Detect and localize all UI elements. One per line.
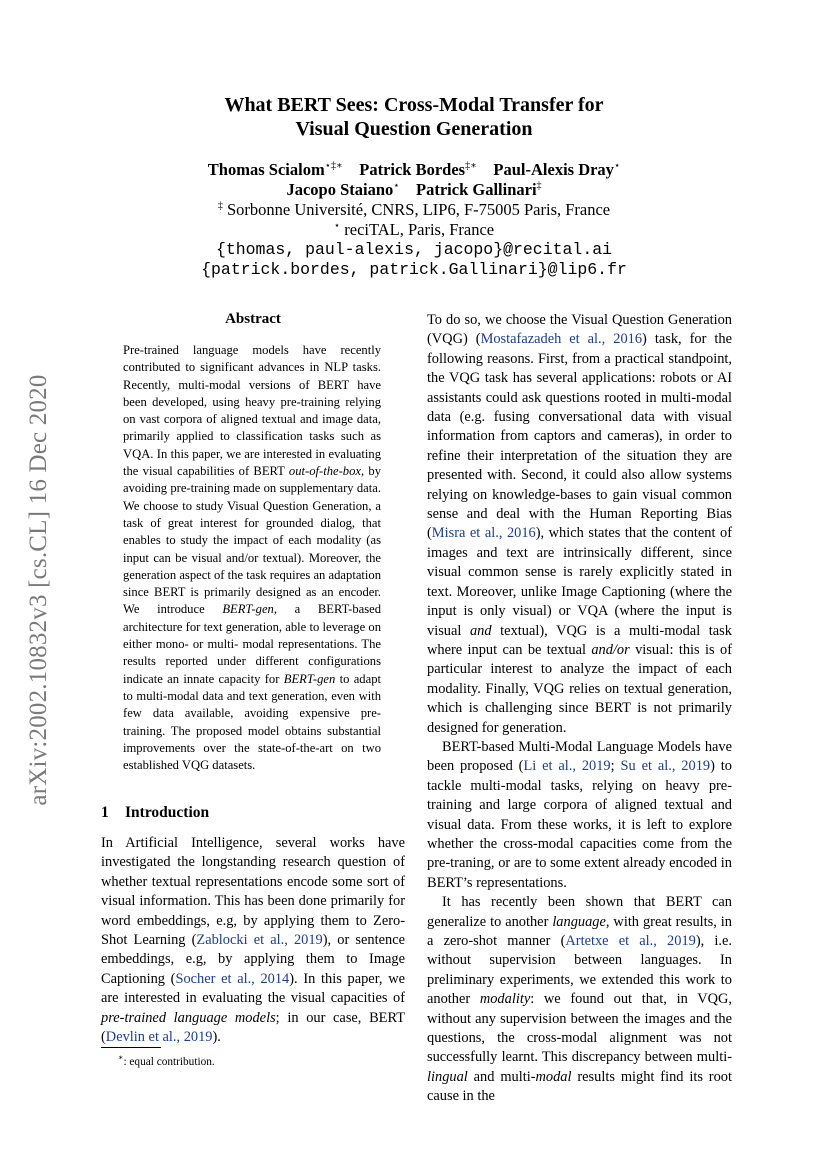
author-name: Thomas Scialom xyxy=(207,160,325,179)
citation-link[interactable]: Mostafazadeh et al., 2016 xyxy=(480,331,643,348)
citation-link[interactable]: Zablocki et al., 2019 xyxy=(196,932,323,949)
paragraph: It has recently been shown that BERT can generalize to another language, with great results, in a zero-shot manner (Artetxe et al., 2019), i.e. without supervision between languages. In preliminary experiments, we extended this work to another modality: we found out that, in VQG, without any supervision between the images and the questions, the cross-modal alignment was not successfully learnt. This discrepancy between multi-lingual and multi-modal results might find its root cause in the xyxy=(427,894,732,1105)
paragraph: To do so, we choose the Visual Question Generation (VQG) (Mostafazadeh et al., 2016) task, for the following reasons. First, from a practical standpoint, the VQG task has several applications: robots or AI assistants could ask questions rooted in multi-modal data (e.g. fusing conversational data with visual information from captors and cameras), in order to refine their interpretation of the situation they are presented with. Second, it could also allow systems relying on knowledge-bases to gain visual common sense and deal with the Human Reporting Bias (Misra et al., 2016), which states that the content of images and text are intrinsically different, since visual common sense is rarely explicitly stated in text. Moreover, unlike Image Captioning (where the input is only visual) or VQA (where the input is visual and textual), VQG is a multi-modal task where input can be textual and/or visual: this is of particular interest to analyze the impact of each modality. Finally, VQG relies on textual generation, which is challenging since BERT is not primarily designed for generation. xyxy=(427,312,732,736)
section-heading-introduction xyxy=(101,804,209,822)
section-number: 1 xyxy=(101,804,109,821)
email-line-1: {thomas, paul-alexis, jacopo}@recital.ai xyxy=(215,240,613,259)
arxiv-id: arXiv:2002.10832v3 [cs.CL] 16 Dec 2020 xyxy=(25,374,52,806)
email-line-2: {patrick.bordes, patrick.Gallinari}@lip6.fr xyxy=(201,260,627,279)
section-title: Introduction xyxy=(125,804,210,821)
author-line-1 xyxy=(0,160,828,180)
citation-link[interactable]: Su et al., 2019 xyxy=(620,758,711,775)
citation-link[interactable]: Misra et al., 2016 xyxy=(431,525,536,542)
author-mark: ‡∗ xyxy=(465,160,477,172)
footnote-mark: ∗ xyxy=(118,1053,124,1062)
affiliation-mark: ⋆ xyxy=(333,220,341,232)
author-name: Paul-Alexis Dray xyxy=(493,160,614,179)
citation-link[interactable]: Li et al., 2019 xyxy=(523,758,611,775)
right-column xyxy=(427,311,732,1107)
citation-link[interactable]: Socher et al., 2014 xyxy=(175,970,290,987)
abstract-heading: Abstract xyxy=(225,311,281,327)
author-line-2 xyxy=(0,180,828,200)
affiliation-1: ‡ Sorbonne Université, CNRS, LIP6, F-75005 Paris, France xyxy=(217,200,611,219)
title-line-1: What BERT Sees: Cross-Modal Transfer for xyxy=(224,94,604,116)
author-mark: ⋆‡∗ xyxy=(324,160,343,172)
author-mark: ‡ xyxy=(536,180,542,192)
paper-title xyxy=(0,94,828,141)
affiliation-mark: ‡ xyxy=(217,200,223,212)
author-name: Patrick Gallinari xyxy=(416,180,537,199)
abstract-text: Pre-trained language models have recently contributed to significant advances in NLP tasks. Recently, multi-modal versions of BERT have been developed, using heavy pre-training relying on vast corpora of aligned textual and image data, primarily applied to classification tasks such as VQA. In this paper, we are interested in evaluating the visual capabilities of BERT out-of-the-box, by avoiding pre-training made on supplementary data. We choose to study Visual Question Generation, a task of great interest for grounded dialog, that enables to study the impact of each modality (as input can be visual and/or textual). Moreover, the generation aspect of the task requires an adaptation since BERT is primarily designed as an encoder. We introduce BERT-gen, a BERT-based architecture for text generation, able to leverage on either mono- or multi- modal representations. The results reported under different configurations indicate an innate capacity for BERT-gen to adapt to multi-modal data and text generation, even with few data available, avoiding expensive pre-training. The proposed model obtains substantial improvements over the state-of-the-art on two established VQG datasets. xyxy=(123,343,381,773)
author-mark: ⋆ xyxy=(613,160,621,172)
intro-paragraph: In Artificial Intelligence, several works have investigated the longstanding research question of whether textual representations encode some sort of visual information. This has been done primarily for word embeddings, e.g, by applying them to Zero-Shot Learning (Zablocki et al., 2019), or sentence embeddings, e.g, by applying them to Image Captioning (Socher et al., 2014). In this paper, we are interested in evaluating the visual capacities of pre-trained language models; in our case, BERT (Devlin et al., 2019). xyxy=(101,835,405,1046)
title-line-2: Visual Question Generation xyxy=(295,117,533,140)
author-block xyxy=(0,160,828,280)
footnote-rule xyxy=(101,1047,161,1048)
author-name: Jacopo Staiano xyxy=(286,180,394,199)
citation-link[interactable]: Artetxe et al., 2019 xyxy=(565,933,696,949)
affiliation-2: ⋆ reciTAL, Paris, France xyxy=(333,220,495,239)
footnote: ∗: equal contribution. xyxy=(118,1053,215,1068)
citation-link[interactable]: Devlin et al., 2019 xyxy=(105,1029,213,1046)
author-name: Patrick Bordes xyxy=(359,160,466,179)
paragraph: BERT-based Multi-Modal Language Models have been proposed (Li et al., 2019; Su et al., 2019) to tackle multi-modal tasks, relying on heavy pre-training and large corpora of aligned textual and visual data. From these works, it is left to explore whether the cross-modal capacities come from the pre-traning, or are to some extent already encoded in BERT’s representations. xyxy=(427,738,732,891)
author-mark: ⋆ xyxy=(393,180,400,192)
